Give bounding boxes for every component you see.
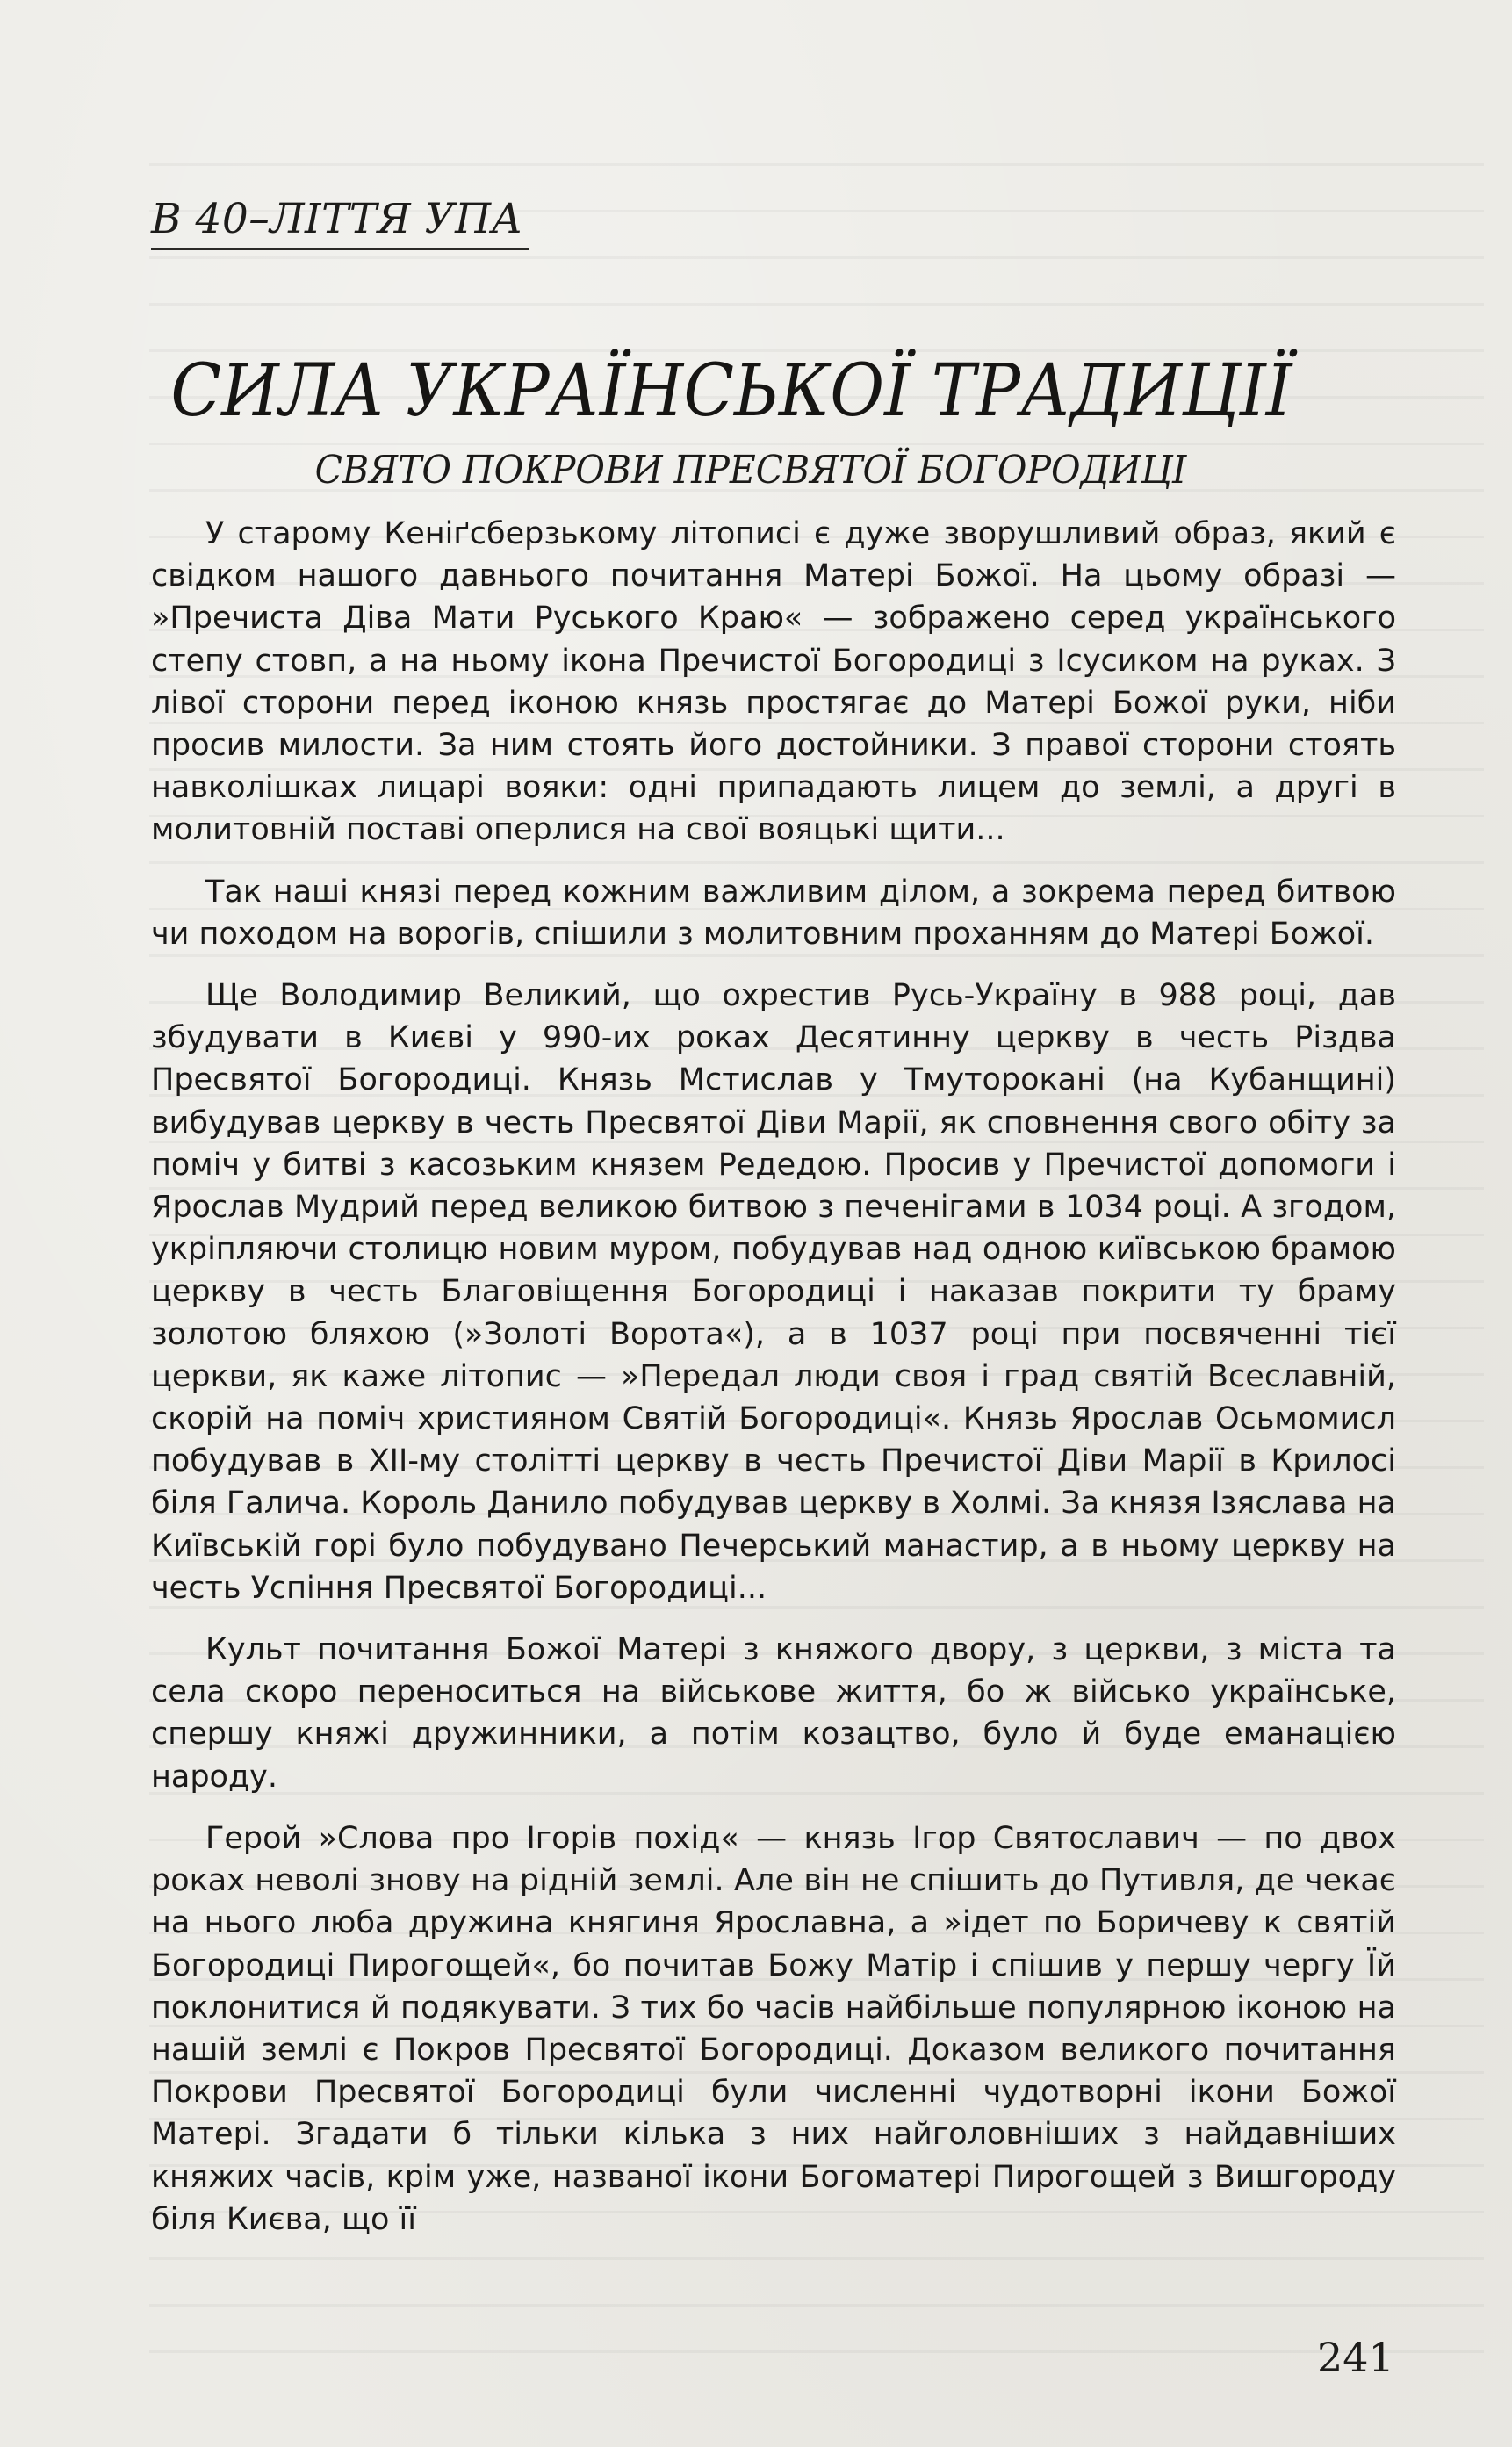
paragraph-3: Ще Володимир Великий, що охрестив Русь-Україну в 988 році, дав збудувати в Києві у 990-их роках Десятинну церкву в честь Різдва Пресвятої Богородиці. Князь Мстислав у Тмуторокані (на Кубанщині) вибудував церкву в честь Пресвятої Діви Марії, як сповнення свого обіту за поміч у битві з касозьким князем Редедою. Просив у Пречистої допомоги і Ярослав Мудрий перед великою битвою з печенігами в 1034 році. А згодом, укріпляючи столицю новим муром, побудував над одною київською брамою церкву в честь Благовіщення Богородиці і наказав покрити ту браму золотою бляхою (»Золоті Ворота«), а в 1037 році при посвяченні тієї церкви, як каже літопис — »Передал люди своя і град святій Всеславній, скорій на поміч християном Святій Богородиці«. Князь Ярослав Осьмомисл побудував в XII-му столітті церкву в честь Пречистої Діви Марії в Крилосі біля Галича. Король Данило побудував церкву в Холмі. За князя Ізяслава на Київській горі було побудувано Печерський манастир, а в ньому церкву на честь Успіння Пресвятої Богородиці... xyxy=(151,978,1396,1606)
section-tag-underline xyxy=(151,248,529,250)
page-number: 241 xyxy=(1317,2334,1394,2381)
paragraph-5: Герой »Слова про Ігорів похід« — князь Ігор Святославич — по двох роках неволі знову на рідній землі. Але він не спішить до Путивля, де чекає на нього люба дружина княгиня Ярославна, а »ідет по Боричеву к святій Богородиці Пирогощей«, бо почитав Божу Матір і спішив у першу чергу Їй поклонитися й подякувати. З тих бо часів найбільше популярною іконою на нашій землі є Покров Пресвятої Богородиці. Доказом великого почитання Покрови Пресвятої Богородиці були численні чудотворні ікони Божої Матері. Згадати б тільки кілька з них найголовніших з найдавніших княжих часів, крім уже, названої ікони Богоматері Пирогощей з Вишгороду біля Києва, що її xyxy=(151,1820,1396,2237)
paragraph-1: У старому Кеніґсберзькому літописі є дуже зворушливий образ, який є свідком нашого давнього почитання Матері Божої. На цьому образі — »Пречиста Діва Мати Руського Краю« — зображено серед українського степу стовп, а на ньому ікона Пречистої Богородиці з Ісусиком на руках. З лівої сторони перед іконою князь простягає до Матері Божої руки, ніби просив милости. За ним стоять його достойники. З правої сторони стоять навколішках лицарі вояки: одні припадають лицем до землі, а другі в молитовній поставі оперлися на свої вояцькі щити... xyxy=(151,516,1396,848)
article-subtitle: СВЯТО ПОКРОВИ ПРЕСВЯТОЇ БОГОРОДИЦІ xyxy=(314,448,1187,493)
article-title: СИЛА УКРАЇНСЬКОЇ ТРАДИЦІЇ xyxy=(170,349,1292,433)
section-tag: В 40–ЛІТТЯ УПА xyxy=(151,195,523,243)
paragraph-2: Так наші князі перед кожним важливим ділом, а зокрема перед битвою чи походом на ворогів, спішили з молитовним проханням до Матері Божої. xyxy=(151,874,1396,952)
article-body xyxy=(151,513,1396,2260)
paragraph-4: Культ почитання Божої Матері з княжого двору, з церкви, з міста та села скоро переноситься на військове життя, бо ж військо українське, спершу княжі дружинники, а потім козацтво, було й буде еманацією народу. xyxy=(151,1632,1396,1795)
